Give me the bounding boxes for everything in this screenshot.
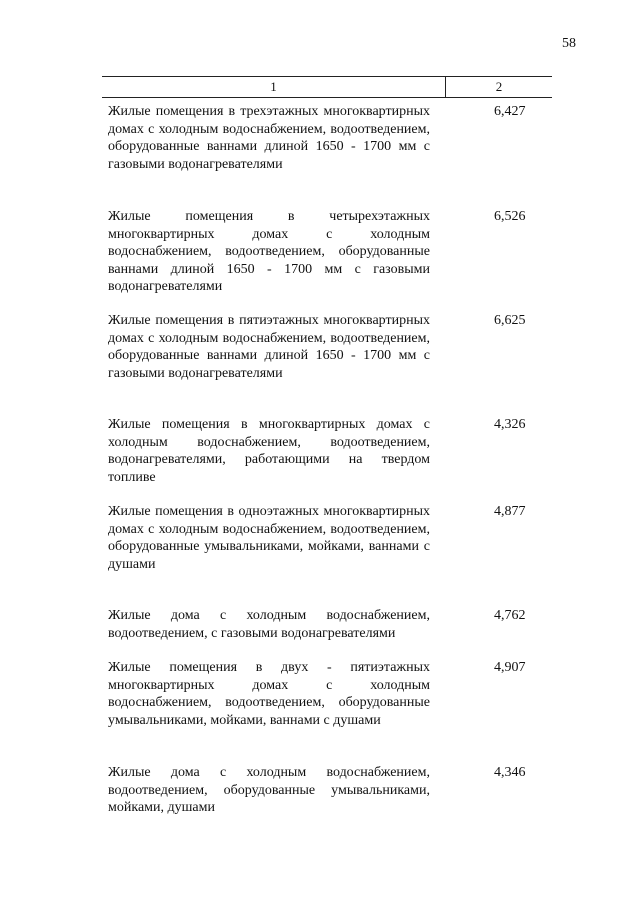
row-value: 4,762 [494,608,526,623]
row-description: Жилые помещения в трехэтажных многоквартирных домах с холодным водоснабжением, водоотведением, оборудованные ваннами длиной 1650 - 1700 мм с газовыми водонагревателями [108,104,430,172]
row-value: 4,877 [494,504,526,519]
row-description: Жилые помещения в пятиэтажных многоквартирных домах с холодным водоснабжением, водоотведением, оборудованные ваннами длиной 1650 - 1700 мм с газовыми водонагревателями [108,313,430,381]
row-value: 4,326 [494,417,526,432]
row-description: Жилые помещения в многоквартирных домах с холодным водоснабжением, водоотведением, водонагревателями, работающими на твердом топливе [108,417,430,485]
row-value: 4,346 [494,765,526,780]
page-number: 58 [562,36,576,51]
column-header-1: 1 [270,79,277,94]
column-header-2: 2 [495,79,503,94]
row-description: Жилые помещения в четырехэтажных многоквартирных домах с холодным водоснабжением, водоотведением, оборудованные ваннами длиной 1650 - 1700 мм с газовыми водонагревателями [108,209,430,294]
table-header [102,76,552,98]
row-value: 6,625 [494,313,526,328]
row-description: Жилые помещения в одноэтажных многоквартирных домах с холодным водоснабжением, водоотведением, оборудованные умывальниками, мойками, ваннами с душами [108,504,430,572]
row-value: 6,427 [494,104,526,119]
row-description: Жилые помещения в двух - пятиэтажных многоквартирных домах с холодным водоснабжением, водоотведением, оборудованные умывальниками, мойками, ваннами с душами [108,660,430,728]
row-value: 6,526 [494,209,526,224]
row-description: Жилые дома с холодным водоснабжением, водоотведением, с газовыми водонагревателями [108,608,430,641]
row-description: Жилые дома с холодным водоснабжением, водоотведением, оборудованные умывальниками, мойками, душами [108,765,430,815]
row-value: 4,907 [494,660,526,675]
